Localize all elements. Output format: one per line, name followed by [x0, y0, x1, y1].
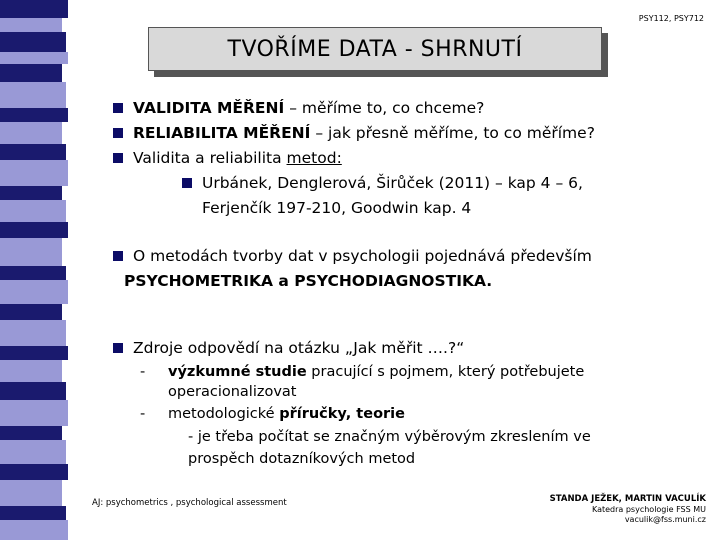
psychometrics-emph: PSYCHOMETRIKA a PSYCHODIAGNOSTIKA. — [124, 272, 493, 290]
methods-emph: metod: — [286, 149, 342, 167]
slide-title: TVOŘÍME DATA - SHRNUTÍ — [148, 27, 602, 71]
strip-block — [0, 440, 66, 464]
strip-block — [0, 400, 68, 426]
note-line1: - je třeba počítat se značným výběrovým zkreslením ve — [188, 429, 591, 445]
dash-item-studies — [140, 362, 584, 382]
strip-block — [0, 222, 68, 238]
bullet-square-icon — [113, 153, 123, 163]
studies-bold: výzkumné studie — [168, 364, 307, 380]
bullet-validity — [113, 98, 484, 118]
footer-department: Katedra psychologie FSS MU — [591, 504, 706, 514]
footer-email: vaculik@fss.muni.cz — [624, 515, 706, 524]
decorative-side-strip — [0, 0, 68, 540]
footer-authors: STANDA JEŽEK, MARTIN VACULÍK — [549, 494, 706, 504]
literature-line1: Urbánek, Denglerová, Širůček (2011) – kap 4 – 6, — [202, 174, 583, 192]
strip-block — [0, 18, 62, 32]
strip-block — [0, 32, 66, 52]
methods-pre: Validita a reliabilita — [133, 149, 287, 167]
bullet-square-icon — [113, 128, 123, 138]
strip-block — [0, 200, 66, 222]
reliability-text: – jak přesně měříme, to co měříme? — [310, 124, 595, 142]
strip-block — [0, 160, 68, 186]
bullet-square-icon — [113, 251, 123, 261]
strip-block — [0, 122, 62, 144]
strip-block — [0, 238, 62, 266]
bullet-methods — [113, 148, 342, 168]
strip-block — [0, 320, 66, 346]
strip-block — [0, 52, 68, 64]
reliability-label: RELIABILITA MĚŘENÍ — [133, 124, 311, 142]
strip-block — [0, 426, 62, 440]
dash-icon: - — [140, 406, 146, 422]
studies-line2: operacionalizovat — [168, 384, 297, 400]
validity-label: VALIDITA MĚŘENÍ — [133, 99, 285, 117]
strip-block — [0, 64, 62, 82]
bullet-square-icon — [182, 178, 192, 188]
strip-block — [0, 346, 68, 360]
studies-rest: pracující s pojmem, který potřebujete — [306, 364, 585, 380]
strip-block — [0, 144, 66, 160]
literature-line2: Ferjenčík 197-210, Goodwin kap. 4 — [202, 199, 472, 217]
dash-item-handbooks — [140, 404, 405, 424]
course-code: PSY112, PSY712 — [638, 14, 704, 23]
handbooks-pre: metodologické — [168, 406, 280, 422]
bullet-reliability — [113, 123, 595, 143]
bullet-square-icon — [113, 103, 123, 113]
bullet-square-icon — [113, 343, 123, 353]
strip-block — [0, 480, 62, 506]
psychometrics-line1: O metodách tvorby dat v psychologii pojednává především — [133, 247, 592, 265]
validity-text: – měříme to, co chceme? — [284, 99, 485, 117]
strip-block — [0, 304, 62, 320]
strip-block — [0, 266, 66, 280]
strip-block — [0, 506, 66, 520]
strip-block — [0, 520, 68, 540]
footer-english-terms: AJ: psychometrics , psychological assessment — [92, 498, 287, 508]
sub-bullet-literature — [182, 173, 583, 193]
strip-block — [0, 108, 68, 122]
strip-block — [0, 280, 68, 304]
strip-block — [0, 360, 62, 382]
handbooks-bold: příručky, teorie — [279, 406, 405, 422]
strip-block — [0, 82, 66, 108]
note-line2: prospěch dotazníkových metod — [188, 451, 416, 467]
strip-block — [0, 464, 68, 480]
footer-authors-block — [550, 494, 706, 526]
strip-block — [0, 382, 66, 400]
bullet-psychometrics — [113, 246, 592, 266]
dash-icon: - — [140, 364, 146, 380]
strip-block — [0, 186, 62, 200]
strip-block — [0, 0, 68, 18]
sources-lead: Zdroje odpovědí na otázku „Jak měřit ….?“ — [133, 339, 465, 357]
psychometrics-line2 — [124, 271, 492, 291]
bullet-sources — [113, 338, 464, 358]
